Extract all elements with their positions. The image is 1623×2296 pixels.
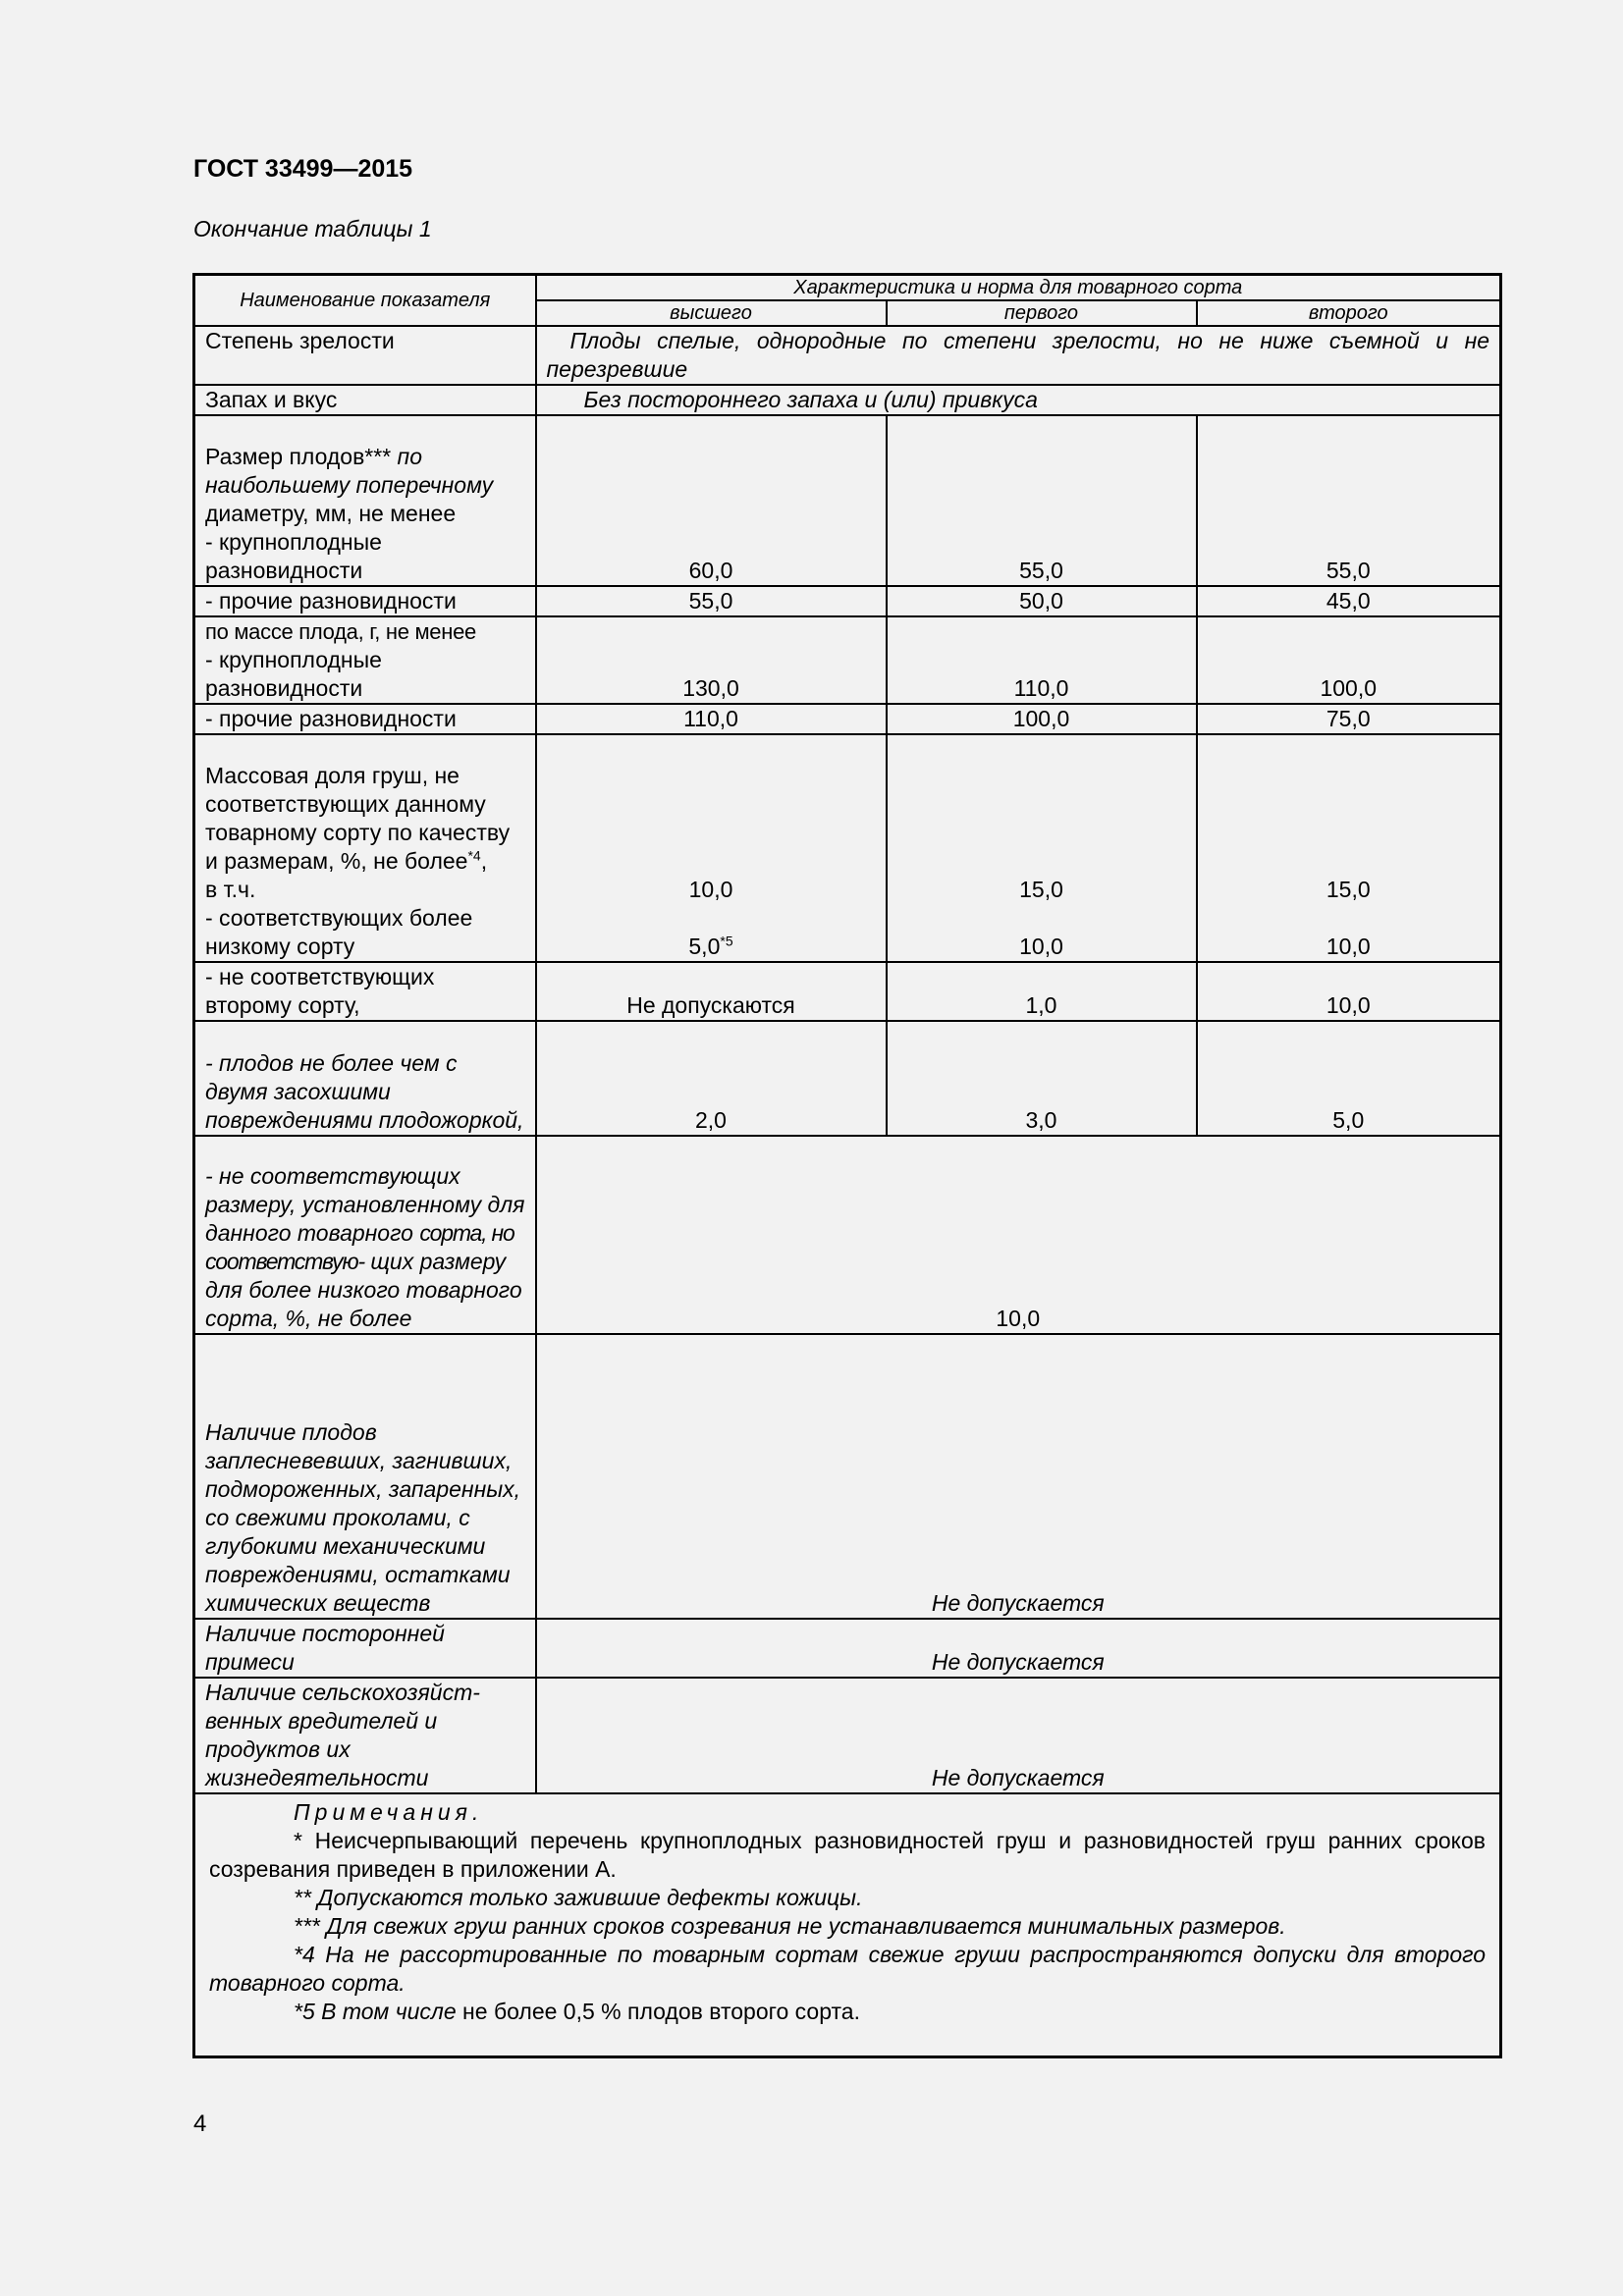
table-row	[194, 1619, 1501, 1678]
label-text: - не соответствующих размеру, установленному для данного товарного	[205, 1163, 525, 1246]
page-number: 4	[193, 2110, 207, 2137]
footnote-mark: *5	[720, 933, 733, 949]
row-label: Наличие плодов заплесневевших, загнивших, подмороженных, запаренных, со свежими проколами, с глубокими механическими повреждениями, остатками химических веществ	[194, 1334, 536, 1619]
table-row	[194, 704, 1501, 734]
table-row	[194, 962, 1501, 1021]
value-cell: 75,0	[1197, 704, 1501, 734]
value-text: 10,0	[688, 877, 733, 902]
value-cell	[1197, 734, 1501, 962]
row-value: Не допускается	[536, 1619, 1501, 1678]
label-text: Массовая доля груш, не соответствующих данному товарному сорту по качеству и размерам, %, не более	[205, 763, 511, 874]
value-text: 5,0	[688, 934, 721, 959]
value-cell: 2,0	[536, 1021, 887, 1136]
notes-row	[194, 1793, 1501, 2057]
value-cell: 100,0	[1197, 616, 1501, 704]
row-label	[194, 734, 536, 962]
value-cell: 55,0	[1197, 415, 1501, 586]
table-row	[194, 1136, 1501, 1334]
row-value: Плоды спелые, однородные по степени зрелости, но не ниже съемной и не перезревшие	[536, 326, 1501, 385]
document-title: ГОСТ 33499—2015	[193, 155, 413, 183]
row-label: Степень зрелости	[194, 326, 536, 385]
row-value: 10,0	[536, 1136, 1501, 1334]
note-2: ** Допускаются только зажившие дефекты кожицы.	[294, 1885, 863, 1910]
row-label: Наличие сельскохозяйст-венных вредителей и продуктов их жизнедеятельности	[194, 1678, 536, 1793]
row-label	[194, 616, 536, 704]
param-column-header: Наименование показателя	[194, 275, 536, 327]
notes-cell	[194, 1793, 1501, 2057]
table-row	[194, 616, 1501, 704]
value-cell: 110,0	[887, 616, 1197, 704]
value-cell: 1,0	[887, 962, 1197, 1021]
row-label: Запах и вкус	[194, 385, 536, 415]
row-label: - прочие разновидности	[194, 586, 536, 616]
label-text: по наибольшему поперечному	[205, 444, 494, 498]
table-row	[194, 1021, 1501, 1136]
footnote-mark: ***	[364, 444, 392, 469]
label-text: - крупноплодные разновидности	[205, 647, 382, 701]
table-row	[194, 1678, 1501, 1793]
value-cell	[536, 734, 887, 962]
table-row	[194, 586, 1501, 616]
value-cell: 3,0	[887, 1021, 1197, 1136]
row-label: - не соответствующих второму сорту,	[194, 962, 536, 1021]
note-3: *** Для свежих груш ранних сроков созревания не устанавливается минимальных размеров.	[294, 1913, 1286, 1939]
value-cell: 60,0	[536, 415, 887, 586]
row-label	[194, 1136, 536, 1334]
value-cell: Не допускаются	[536, 962, 887, 1021]
table-row	[194, 1334, 1501, 1619]
label-text: щих размеру для более низкого товарного сорта, %, не более	[205, 1249, 522, 1331]
label-text: Размер плодов	[205, 444, 365, 469]
note-1: * Неисчерпывающий перечень крупноплодных разновидностей груш и разновидностей груш ранних сроков созревания приведен в приложении А.	[209, 1828, 1487, 1882]
row-label: - плодов не более чем с двумя засохшими повреждениями плодожоркой,	[194, 1021, 536, 1136]
table-row	[194, 326, 1501, 385]
value-cell: 110,0	[536, 704, 887, 734]
row-label	[194, 415, 536, 586]
row-value: Не допускается	[536, 1334, 1501, 1619]
value-text: 15,0	[1019, 877, 1063, 902]
value-cell: 10,0	[1197, 962, 1501, 1021]
label-text: сорта, но соответствую-	[205, 1220, 514, 1274]
note-5-text: не более 0,5 % плодов второго сорта.	[456, 1999, 860, 2024]
row-value: Не допускается	[536, 1678, 1501, 1793]
label-text: ,	[480, 848, 488, 874]
grade-header-first: первого	[887, 300, 1197, 326]
notes-title: Примечания.	[294, 1799, 484, 1825]
value-cell: 130,0	[536, 616, 887, 704]
value-cell: 55,0	[887, 415, 1197, 586]
table-row	[194, 385, 1501, 415]
value-cell: 100,0	[887, 704, 1197, 734]
note-5	[209, 1998, 1486, 2026]
quality-table	[192, 273, 1502, 2058]
label-text: - крупноплодные разновидности	[205, 529, 382, 583]
row-label: Наличие посторонней примеси	[194, 1619, 536, 1678]
grade-header-second: второго	[1197, 300, 1501, 326]
row-value: Без постороннего запаха и (или) привкуса	[536, 385, 1501, 415]
value-text: 10,0	[1019, 934, 1063, 959]
value-cell: 5,0	[1197, 1021, 1501, 1136]
note-5-italic: *5 В том числе	[294, 1999, 457, 2024]
label-text: в т.ч.	[205, 877, 256, 902]
grade-group-header: Характеристика и норма для товарного сорта	[536, 275, 1501, 301]
label-text: - соответствующих более низкому сорту	[205, 905, 473, 959]
value-text: 15,0	[1325, 877, 1371, 902]
footnote-mark: *4	[467, 847, 481, 864]
label-text: по массе плода, г, не менее	[205, 619, 476, 644]
value-cell: 55,0	[536, 586, 887, 616]
value-cell	[887, 734, 1197, 962]
value-cell: 45,0	[1197, 586, 1501, 616]
note-4: *4 На не рассортированные по товарным сортам свежие груши распространяются допуски для второго товарного сорта.	[209, 1942, 1487, 1996]
table-header-row	[194, 275, 1501, 301]
label-text: диаметру, мм, не менее	[205, 501, 457, 526]
grade-header-highest: высшего	[536, 300, 887, 326]
table-row	[194, 415, 1501, 586]
table-caption: Окончание таблицы 1	[193, 216, 432, 241]
row-label: - прочие разновидности	[194, 704, 536, 734]
value-text: 10,0	[1325, 934, 1371, 959]
table-row	[194, 734, 1501, 962]
value-cell: 50,0	[887, 586, 1197, 616]
